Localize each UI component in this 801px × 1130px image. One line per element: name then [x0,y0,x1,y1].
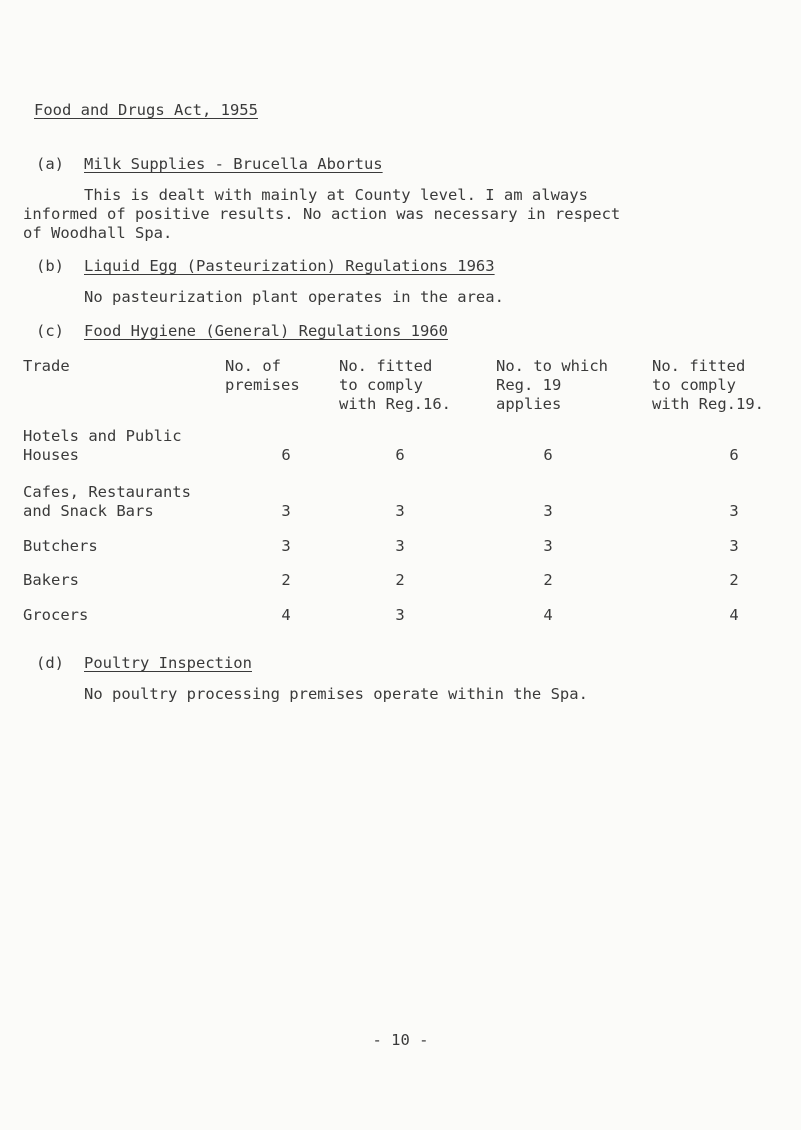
header-fitted-reg16: with Reg.16. [339,395,451,413]
header-reg19-applies: applies [496,395,562,413]
section-c-marker: (c) [36,322,64,340]
header-premises: premises [225,376,300,394]
section-a-line: informed of positive results. No action was necessary in respect [23,205,621,223]
cell-premises: 2 [281,571,291,589]
cell-reg19-applies: 3 [543,502,553,520]
cell-fitted-reg19: 4 [729,606,739,624]
cell-premises: 3 [281,537,291,555]
header-premises: No. of [225,357,281,375]
cell-fitted-reg19: 3 [729,537,739,555]
cell-fitted-reg16: 3 [395,502,405,520]
row-trade: Bakers [23,571,79,589]
cell-reg19-applies: 3 [543,537,553,555]
section-b-line: No pasteurization plant operates in the area. [84,288,504,306]
cell-reg19-applies: 2 [543,571,553,589]
section-a-line: This is dealt with mainly at County level. I am always [84,186,588,204]
cell-fitted-reg16: 3 [395,606,405,624]
cell-premises: 6 [281,446,291,464]
cell-fitted-reg19: 3 [729,502,739,520]
section-b-title: Liquid Egg (Pasteurization) Regulations 1963 [84,257,495,275]
cell-premises: 3 [281,502,291,520]
cell-fitted-reg19: 2 [729,571,739,589]
row-trade: Hotels and Public [23,427,182,445]
section-c-title: Food Hygiene (General) Regulations 1960 [84,322,448,340]
section-d-title: Poultry Inspection [84,654,252,672]
cell-reg19-applies: 4 [543,606,553,624]
section-b-marker: (b) [36,257,64,275]
cell-fitted-reg16: 6 [395,446,405,464]
section-d-marker: (d) [36,654,64,672]
row-trade: Butchers [23,537,98,555]
row-trade: Grocers [23,606,89,624]
header-trade: Trade [23,357,70,375]
header-fitted-reg16: No. fitted [339,357,433,375]
cell-fitted-reg19: 6 [729,446,739,464]
cell-reg19-applies: 6 [543,446,553,464]
page-number: - 10 - [372,1031,429,1049]
section-a-line: of Woodhall Spa. [23,224,173,242]
header-fitted-reg19: No. fitted [652,357,746,375]
cell-premises: 4 [281,606,291,624]
header-reg19-applies: Reg. 19 [496,376,562,394]
row-trade: and Snack Bars [23,502,154,520]
section-d-line: No poultry processing premises operate within the Spa. [84,685,588,703]
page-heading: Food and Drugs Act, 1955 [34,101,258,119]
section-a-marker: (a) [36,155,64,173]
header-fitted-reg16: to comply [339,376,423,394]
cell-fitted-reg16: 2 [395,571,405,589]
header-fitted-reg19: with Reg.19. [652,395,764,413]
cell-fitted-reg16: 3 [395,537,405,555]
header-fitted-reg19: to comply [652,376,736,394]
section-a-title: Milk Supplies - Brucella Abortus [84,155,383,173]
row-trade: Houses [23,446,79,464]
row-trade: Cafes, Restaurants [23,483,191,501]
header-reg19-applies: No. to which [496,357,608,375]
